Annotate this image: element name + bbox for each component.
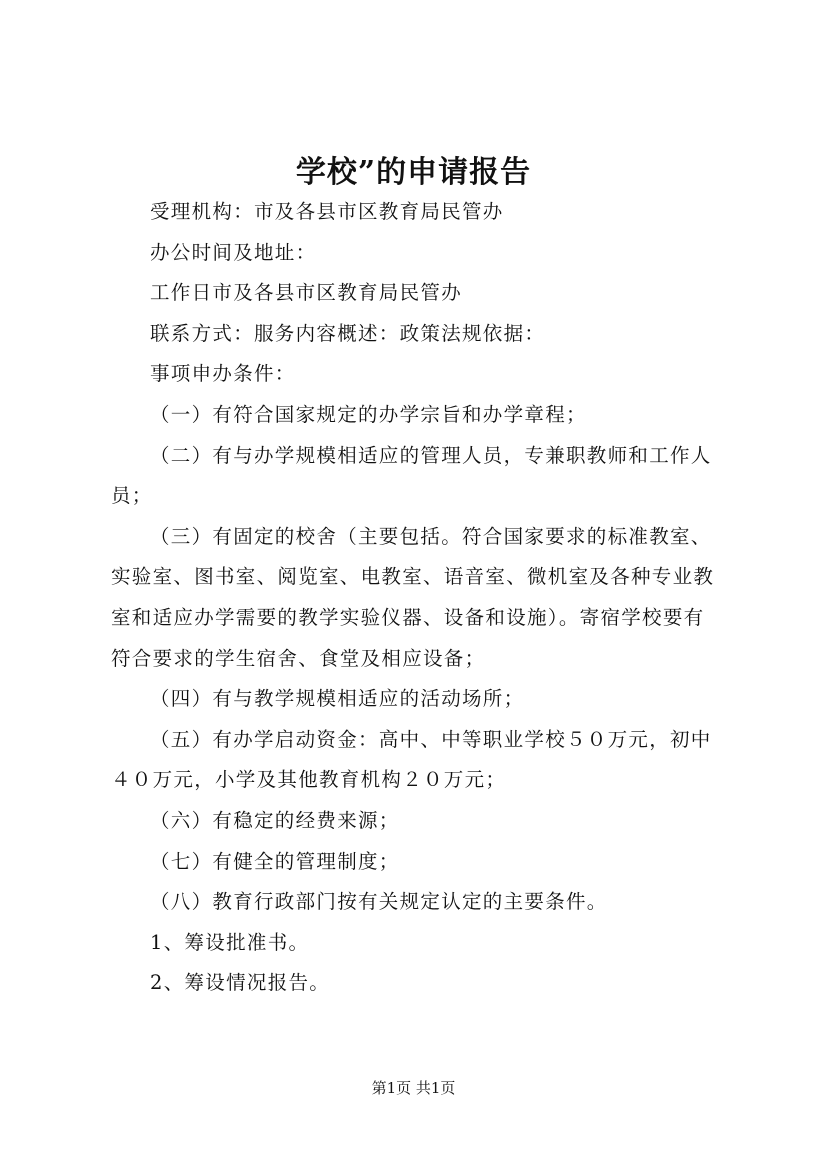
condition-item-8: （八）教育行政部门按有关规定认定的主要条件。 <box>150 890 608 914</box>
condition-item-7: （七）有健全的管理制度； <box>150 849 400 873</box>
condition-item-3: （三）有固定的校舍（主要包括。符合国家要求的标准教室、实验室、图书室、阅览室、电教室、语音室、微机室及各种专业教室和适应办学需要的教学实验仪器、设备和设施）。寄宿学校要有符合要求的学生宿舍、食堂及相应设备； <box>111 524 715 670</box>
material-item-2: 2、筹设情况报告。 <box>150 971 331 995</box>
condition-item-2: （二）有与办学规模相适应的管理人员，专兼职教师和工作人员； <box>111 443 712 508</box>
condition-item-6: （六）有稳定的经费来源； <box>150 808 400 832</box>
condition-item-1: （一）有符合国家规定的办学宗旨和办学章程； <box>150 402 587 426</box>
page-footer: 第1页 共1页 <box>371 1079 456 1097</box>
paragraph-conditions-heading: 事项申办条件： <box>150 362 296 386</box>
paragraph-workdays: 工作日市及各县市区教育局民管办 <box>150 281 463 305</box>
paragraph-office-hours: 办公时间及地址： <box>150 240 317 264</box>
paragraph-contact: 联系方式：服务内容概述：政策法规依据： <box>150 321 546 345</box>
condition-item-5: （五）有办学启动资金：高中、中等职业学校５０万元，初中４０万元，小学及其他教育机构２０万元； <box>111 727 712 792</box>
page-title: 学校”的申请报告 <box>295 155 532 190</box>
condition-item-4: （四）有与教学规模相适应的活动场所； <box>150 687 525 711</box>
paragraph-agency: 受理机构：市及各县市区教育局民管办 <box>150 200 504 223</box>
document-body <box>111 192 723 1004</box>
material-item-1: 1、筹设批准书。 <box>150 930 310 954</box>
